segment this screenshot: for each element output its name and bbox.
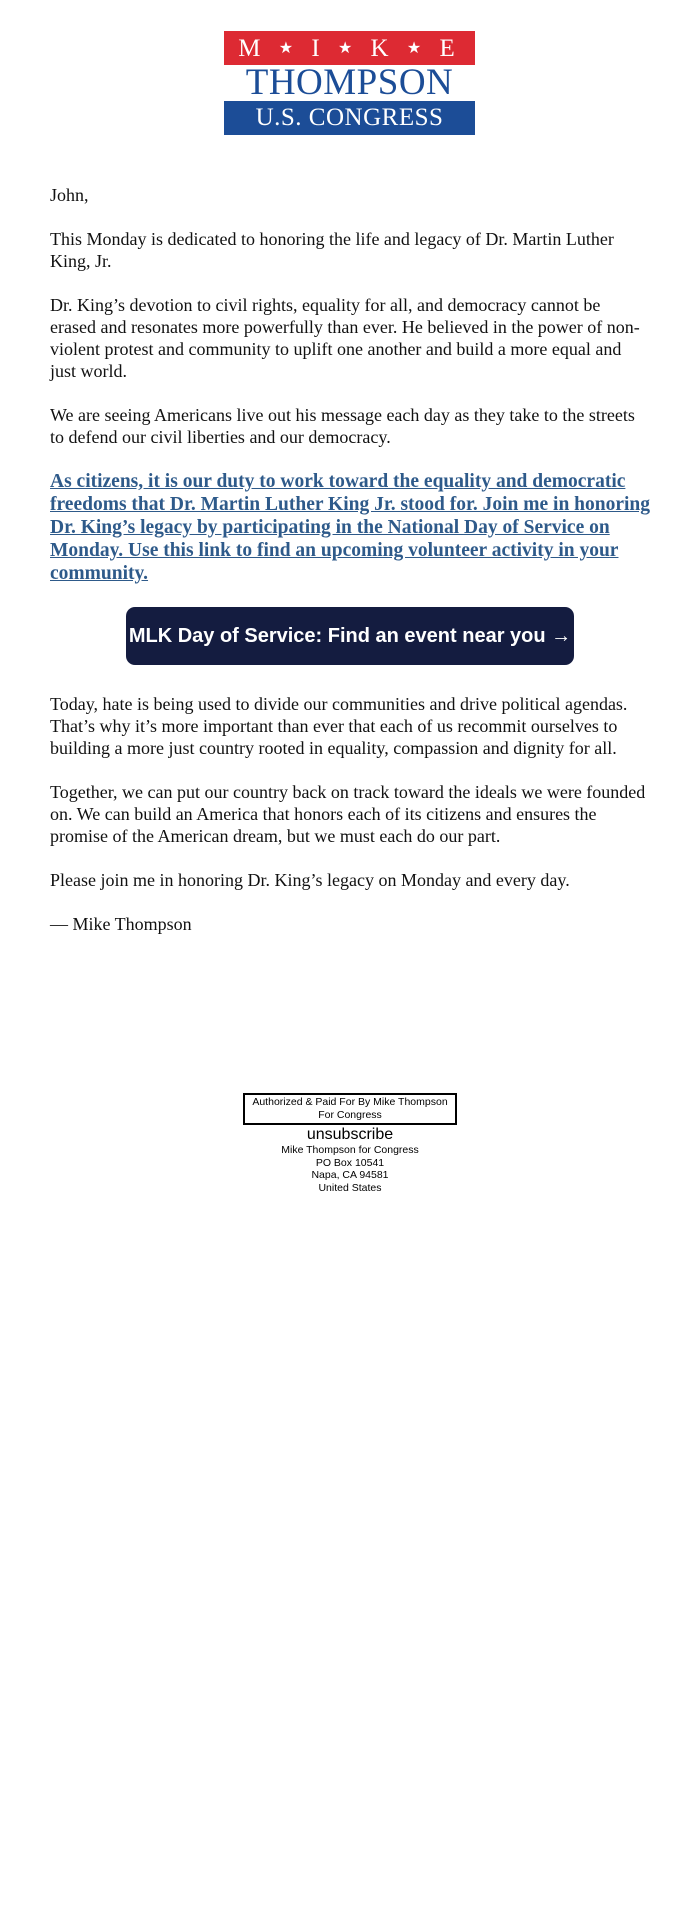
address-line: Napa, CA 94581 bbox=[311, 1169, 389, 1181]
star-icon: ★ bbox=[406, 40, 428, 57]
star-icon: ★ bbox=[337, 40, 359, 57]
logo-office: U.S. CONGRESS bbox=[255, 104, 444, 131]
paragraph: This Monday is dedicated to honoring the life and legacy of Dr. Martin Luther King, Jr. bbox=[50, 229, 614, 271]
find-event-button[interactable]: MLK Day of Service: Find an event near you → bbox=[126, 607, 574, 665]
address-line: Mike Thompson for Congress bbox=[281, 1144, 419, 1156]
paragraph: Please join me in honoring Dr. King’s legacy on Monday and every day. bbox=[50, 870, 570, 890]
greeting: John, bbox=[50, 185, 89, 205]
address-line: United States bbox=[318, 1181, 382, 1194]
paragraph: Today, hate is being used to divide our communities and drive political agendas. That’s why it’s more important than ever that each of us recommit ourselves to building a more just country rooted in equality, compassion and dignity for all. bbox=[50, 694, 628, 758]
logo-last-name: THOMPSON bbox=[245, 62, 454, 103]
address-line: PO Box 10541 bbox=[315, 1156, 385, 1169]
signature: — Mike Thompson bbox=[50, 914, 192, 934]
campaign-logo bbox=[224, 31, 475, 135]
unsubscribe-link[interactable]: unsubscribe bbox=[306, 1126, 394, 1143]
star-icon: ★ bbox=[278, 40, 300, 57]
email-footer bbox=[0, 1093, 700, 1194]
button-row bbox=[50, 607, 650, 665]
paragraph: Dr. King’s devotion to civil rights, equality for all, and democracy cannot be erased and resonates more powerfully than ever. He believed in the power of non-violent protest and community to uplift one another and build a more equal and just world. bbox=[50, 295, 640, 381]
authorized-disclaimer: Authorized & Paid For By Mike Thompson For Congress bbox=[243, 1093, 457, 1125]
volunteer-link[interactable]: As citizens, it is our duty to work toward the equality and democratic freedoms that Dr. Martin Luther King Jr. stood for. Join me in honoring Dr. King’s legacy by participating in the National Day of Service on Monday. Use this link to find an upcoming volunteer activity in your community. bbox=[50, 471, 651, 584]
cta-paragraph bbox=[50, 470, 650, 585]
paragraph: Together, we can put our country back on track toward the ideals we were founded on. We can build an America that honors each of its citizens and ensures the promise of the American dream, but we must each do our part. bbox=[50, 782, 646, 846]
logo-first-name: M ★ I ★ K ★ E bbox=[238, 35, 461, 62]
paragraph: We are seeing Americans live out his message each day as they take to the streets to defend our civil liberties and our democracy. bbox=[50, 405, 635, 447]
email-body bbox=[50, 184, 650, 957]
